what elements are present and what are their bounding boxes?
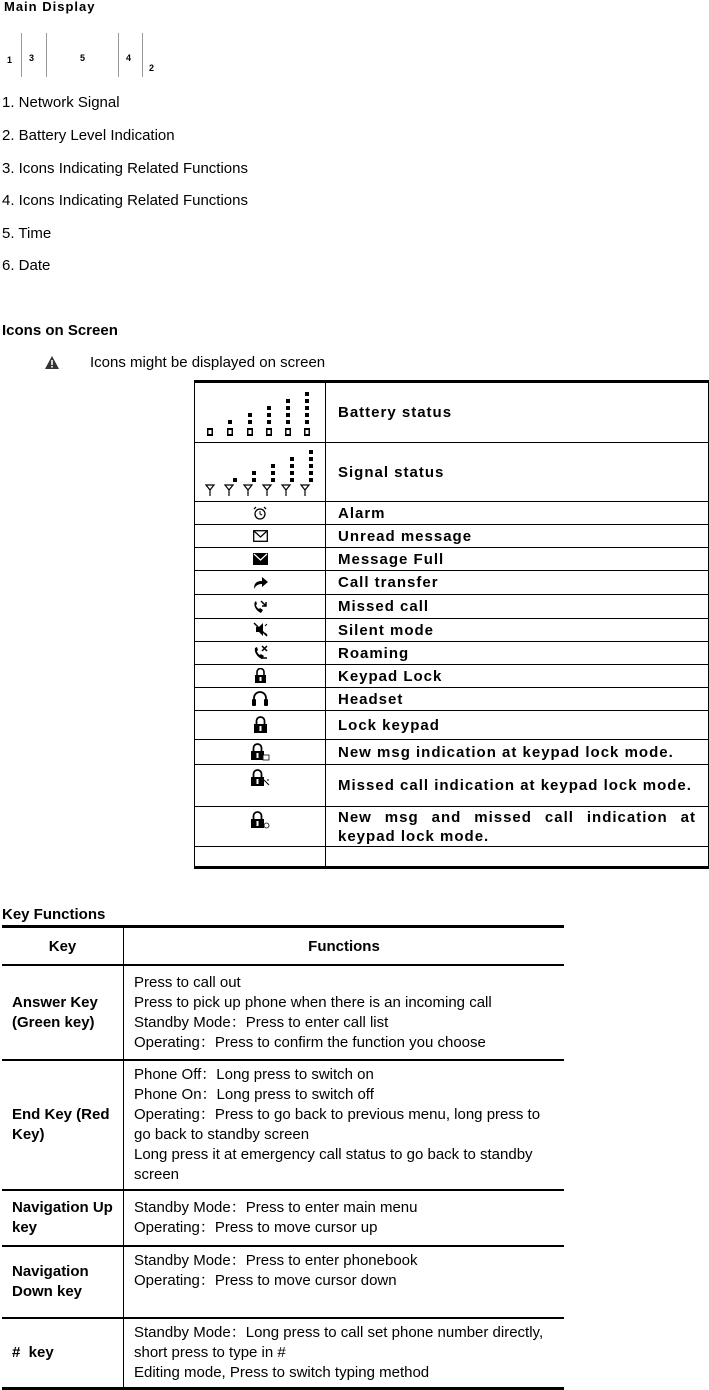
function-line: Editing mode, Press to switch typing method [134, 1364, 430, 1381]
icon-cell [195, 665, 326, 688]
legend-item: 3. Icons Indicating Related Functions [2, 160, 248, 177]
function-line: Standby Mode：Long press to call set phone number directly, short press to type in # [134, 1324, 544, 1361]
lock-missed-icon [250, 769, 270, 787]
function-line: Phone Off：Long press to switch on [134, 1066, 374, 1083]
battery-icon [205, 388, 315, 438]
diagram-cell-3 [21, 33, 46, 77]
icon-cell [195, 571, 326, 595]
icon-cell [195, 740, 326, 765]
main-display-title: Main Display [4, 0, 96, 14]
table-row [2, 1318, 564, 1389]
diagram-label: 1 [7, 55, 13, 65]
icon-label: Silent mode [326, 619, 709, 642]
key-functions-cell [124, 1060, 565, 1190]
icon-label: Missed call [326, 595, 709, 619]
table-row [195, 619, 709, 642]
icon-cell [195, 642, 326, 665]
table-row [195, 847, 709, 868]
table-row [2, 1246, 564, 1318]
diagram-label: 3 [29, 53, 35, 63]
icon-label: Missed call indication at keypad lock mode. [326, 765, 709, 807]
icon-cell [195, 548, 326, 571]
diagram-label: 2 [149, 63, 155, 73]
icon-label: Unread message [326, 525, 709, 548]
icons-table [194, 380, 709, 869]
legend-item: 5. Time [2, 225, 52, 242]
icon-label: New msg indication at keypad lock mode. [326, 740, 709, 765]
table-row [2, 965, 564, 1060]
icon-cell [195, 502, 326, 525]
headset-icon [252, 691, 268, 706]
column-header-functions: Functions [124, 927, 565, 966]
keypad-lock-icon [254, 668, 267, 683]
lock-msg-missed-icon [250, 811, 270, 829]
function-line: Phone On：Long press to switch off [134, 1086, 374, 1103]
silent-icon [253, 622, 268, 637]
key-name: End Key (Red Key) [2, 1060, 124, 1190]
icon-label: Headset [326, 688, 709, 711]
icon-cell [195, 443, 326, 502]
icon-cell [195, 619, 326, 642]
function-line: Standby Mode：Press to enter call list [134, 1013, 389, 1031]
icon-label: Signal status [326, 443, 709, 502]
key-functions-cell [124, 1190, 565, 1246]
table-row [195, 765, 709, 807]
key-name: # key [2, 1318, 124, 1389]
envelope-full-icon [253, 553, 268, 565]
function-line: Operating：Press to move cursor down [134, 1272, 397, 1289]
icon-cell [195, 595, 326, 619]
call-transfer-icon [253, 576, 268, 589]
warning-icon [45, 356, 59, 369]
table-row [195, 382, 709, 443]
table-row [195, 665, 709, 688]
icons-note: Icons might be displayed on screen [90, 354, 326, 371]
legend-item: 4. Icons Indicating Related Functions [2, 192, 248, 209]
table-row [195, 642, 709, 665]
icon-cell [195, 688, 326, 711]
table-header-row [2, 927, 564, 966]
diagram-label: 4 [126, 53, 132, 63]
icon-cell [195, 847, 326, 868]
lock-msg-icon [250, 743, 270, 761]
icon-label: Alarm [326, 502, 709, 525]
key-functions-cell [124, 1318, 565, 1389]
function-line: Press to call out [134, 973, 241, 991]
icon-label: Call transfer [326, 571, 709, 595]
column-header-key: Key [2, 927, 124, 966]
legend-item: 6. Date [2, 257, 51, 274]
diagram-label: 5 [80, 53, 86, 63]
function-line: Standby Mode：Press to enter main menu [134, 1199, 418, 1216]
key-functions-cell [124, 1246, 565, 1318]
function-line: Long press it at emergency call status to go back to standby screen [134, 1146, 533, 1183]
icon-label: Message Full [326, 548, 709, 571]
legend-item: 2. Battery Level Indication [2, 127, 175, 144]
table-row [195, 688, 709, 711]
icons-heading: Icons on Screen [2, 322, 118, 339]
alarm-icon [253, 506, 267, 520]
display-diagram [3, 33, 159, 77]
table-row [2, 1060, 564, 1190]
roaming-icon [253, 645, 268, 660]
icon-label: New msg and missed call indication at keypad lock mode. [326, 807, 709, 847]
diagram-cell-2 [142, 33, 160, 77]
icon-cell [195, 525, 326, 548]
function-line: Standby Mode：Press to enter phonebook [134, 1252, 418, 1269]
key-name: Navigation Up key [2, 1190, 124, 1246]
icon-cell [195, 711, 326, 740]
table-row [195, 740, 709, 765]
table-row [195, 807, 709, 847]
function-line: Operating：Press to confirm the function you choose [134, 1033, 486, 1051]
key-name: Navigation Down key [2, 1246, 124, 1318]
icon-label: Battery status [326, 382, 709, 443]
lock-keypad-icon [253, 716, 268, 733]
table-row [2, 1190, 564, 1246]
table-row [195, 711, 709, 740]
envelope-icon [253, 530, 268, 542]
diagram-cell-5 [46, 33, 119, 77]
legend-item: 1. Network Signal [2, 94, 120, 111]
function-line: Operating：Press to go back to previous menu, long press to go back to standby screen [134, 1106, 541, 1143]
table-row [195, 571, 709, 595]
table-row [195, 502, 709, 525]
diagram-cell-4 [118, 33, 143, 77]
icon-label [326, 847, 709, 868]
icon-cell [195, 807, 326, 847]
icon-label: Roaming [326, 642, 709, 665]
table-row [195, 548, 709, 571]
table-row [195, 443, 709, 502]
key-functions-table [2, 925, 564, 1390]
icon-cell [195, 765, 326, 807]
function-line: Operating：Press to move cursor up [134, 1219, 378, 1236]
key-functions-cell [124, 965, 565, 1060]
signal-icon [205, 447, 315, 497]
icon-label: Lock keypad [326, 711, 709, 740]
diagram-cell-1 [3, 33, 20, 77]
icon-cell [195, 382, 326, 443]
table-row [195, 595, 709, 619]
function-line: Press to pick up phone when there is an incoming call [134, 993, 492, 1011]
icon-label: Keypad Lock [326, 665, 709, 688]
missed-call-icon [253, 599, 268, 614]
table-row [195, 525, 709, 548]
key-name: Answer Key (Green key) [2, 965, 124, 1060]
key-functions-heading: Key Functions [2, 906, 106, 923]
